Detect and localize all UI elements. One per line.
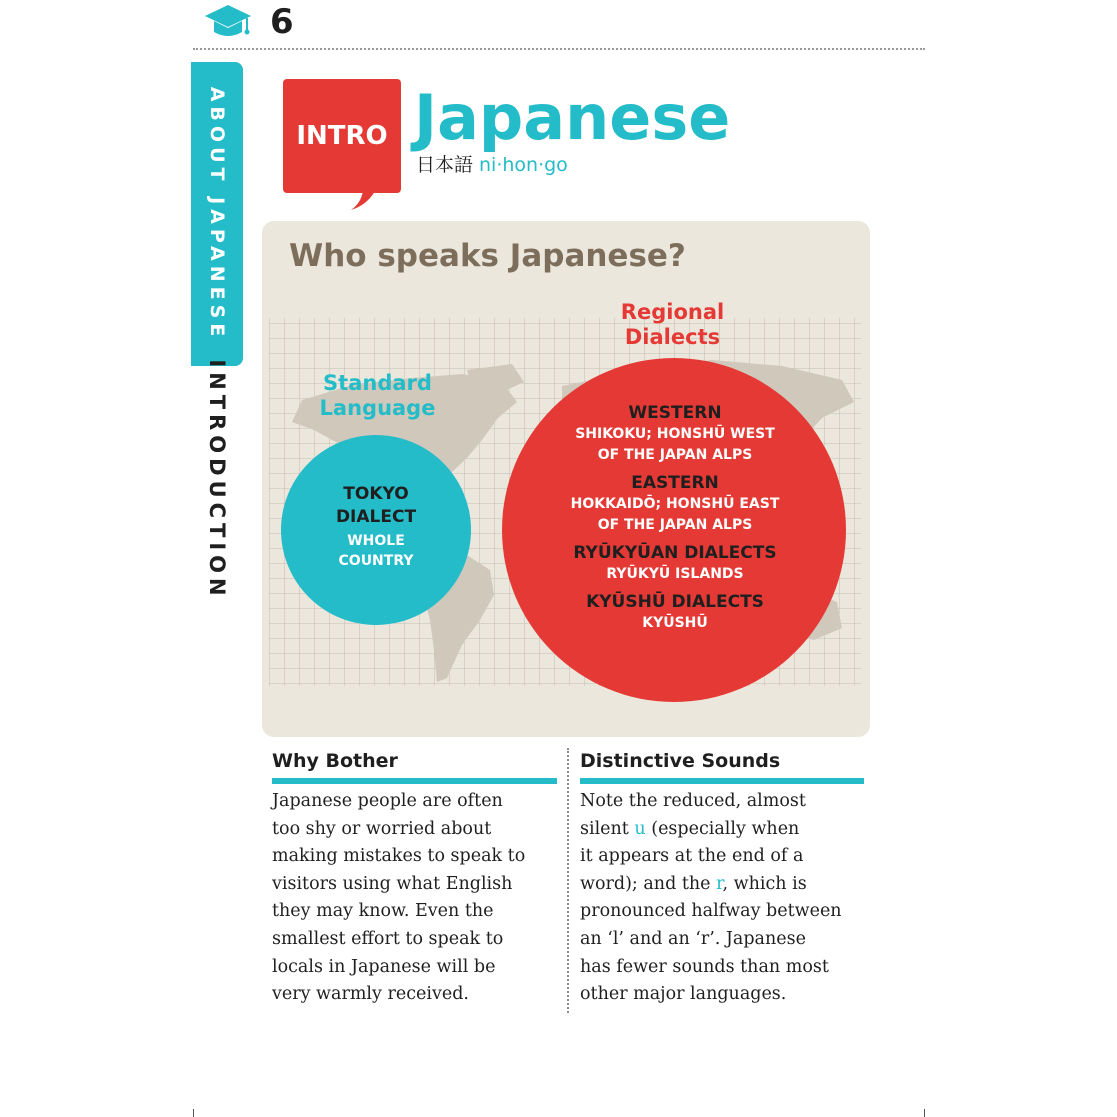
text-run: has fewer sounds than most (580, 956, 829, 977)
dialect-area-line: SHIKOKU; HONSHŪ WEST (575, 426, 775, 442)
text-line: very warmly received. (272, 984, 469, 1005)
dialect-name: KYŪSHŪ DIALECTS (586, 592, 764, 612)
text-line: too shy or worried about (272, 818, 492, 839)
text-run: pronounced halfway between (580, 901, 842, 922)
text-line (580, 898, 880, 926)
column-divider (567, 748, 569, 1013)
japanese-script: 日本語 (416, 154, 474, 176)
text-line: visitors using what English (272, 873, 513, 894)
regional-dialects-label (560, 300, 785, 350)
intro-badge: INTRO (296, 121, 388, 151)
text-line: locals in Japanese will be (272, 956, 496, 977)
dialect-area-line: OF THE JAPAN ALPS (597, 447, 753, 463)
regional-label-line: Regional (620, 300, 725, 324)
regional-label-line: Dialects (624, 325, 721, 349)
dialect-eastern (530, 472, 820, 536)
dialect-area-line: OF THE JAPAN ALPS (597, 517, 753, 533)
chapter-tab[interactable] (191, 358, 243, 601)
dialect-area-line: HOKKAIDŌ; HONSHŪ EAST (570, 496, 780, 512)
text-line (580, 788, 880, 816)
text-line (580, 926, 880, 954)
distinctive-sounds-text (580, 788, 880, 1009)
distinctive-sounds-heading: Distinctive Sounds (580, 750, 781, 772)
romaji: ni·hon·go (479, 154, 568, 176)
section-tab[interactable] (191, 62, 243, 366)
text-line (580, 871, 880, 899)
highlighted-letter: r (716, 873, 723, 894)
tokyo-dialect-block (296, 483, 456, 571)
dialect-name: WESTERN (628, 403, 722, 423)
text-run: (especially when (645, 818, 800, 839)
text-run: an ‘l’ and an ‘r’. Japanese (580, 928, 806, 949)
text-run: word); and the (580, 873, 717, 894)
crop-mark (924, 1109, 925, 1117)
dialect-area-line: RYŪKYŪ ISLANDS (606, 566, 744, 582)
text-line (580, 843, 880, 871)
dialect-area-line: WHOLE (347, 533, 405, 549)
standard-label-line: Standard (323, 371, 432, 395)
chapter-tab-label: INTRODUCTION (205, 358, 229, 601)
text-run: , which is (722, 873, 807, 894)
text-run: Note the reduced, almost (580, 791, 806, 811)
text-line: smallest effort to speak to (272, 928, 504, 949)
text-line: they may know. Even the (272, 901, 494, 922)
dialect-name: EASTERN (631, 473, 719, 493)
text-run: it appears at the end of a (580, 846, 804, 867)
regional-dialect-list (530, 402, 820, 640)
dialect-area-line: KYŪSHŪ (642, 615, 708, 631)
header-divider (193, 48, 925, 50)
dialect-name: TOKYO (343, 484, 409, 504)
dialect-western (530, 402, 820, 466)
page-number: 6 (270, 2, 294, 42)
highlighted-letter: u (634, 818, 646, 839)
why-bother-rule (272, 778, 557, 784)
infographic-title: Who speaks Japanese? (289, 238, 686, 274)
dialect-name: RYŪKYŪAN DIALECTS (573, 543, 777, 563)
why-bother-heading: Why Bother (272, 750, 398, 772)
text-line: Japanese people are often (272, 791, 503, 811)
dialect-area (296, 531, 456, 571)
section-tab-label: ABOUT JAPANESE (206, 86, 228, 342)
text-run: silent (580, 818, 635, 839)
dialect-name: DIALECT (335, 507, 417, 527)
text-line (580, 816, 880, 844)
text-line (580, 981, 880, 1009)
text-line (580, 954, 880, 982)
standard-label-line: Language (319, 396, 436, 420)
dialect-ryukyuan (530, 542, 820, 585)
dialect-area-line: COUNTRY (338, 553, 414, 569)
graduation-cap-icon (203, 2, 253, 42)
title-translation (416, 152, 568, 178)
standard-language-label (290, 371, 465, 421)
crop-mark (193, 1109, 194, 1117)
text-line: making mistakes to speak to (272, 846, 526, 867)
why-bother-text (272, 788, 562, 1009)
text-run: other major languages. (580, 984, 787, 1005)
page-title: Japanese (414, 81, 731, 154)
distinctive-sounds-rule (580, 778, 864, 784)
dialect-kyushu (530, 591, 820, 634)
